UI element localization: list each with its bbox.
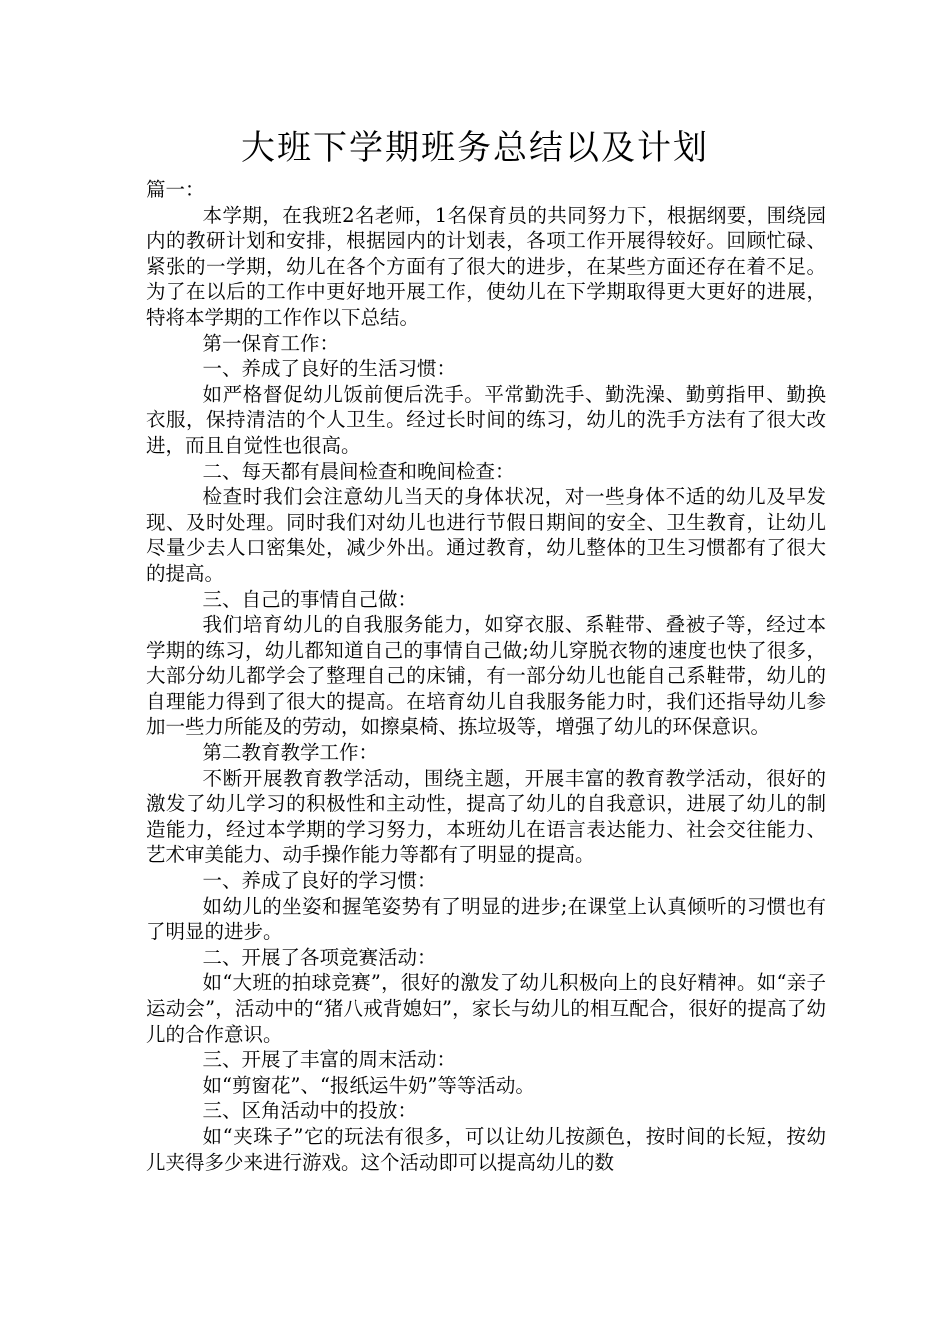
paragraph-weekend-activities: 如“剪窗花”、“报纸运牛奶”等等活动。 [202,1073,535,1097]
subheading-competitions: 二、开展了各项竞赛活动： [202,945,437,969]
paragraph-posture: 如幼儿的坐姿和握笔姿势有了明显的进步;在课堂上认真倾听的习惯也有了明显的进步。 [146,894,826,944]
section-label: 篇一： [146,178,205,201]
paragraph-bead-game: 如“夹珠子”它的玩法有很多，可以让幼儿按颜色，按时间的长短，按幼儿夹得多少来进行游戏。这个活动即可以提高幼儿的数 [146,1124,826,1174]
subheading-weekend-activities: 三、开展了丰富的周末活动： [202,1048,457,1072]
subheading-area-activities: 三、区角活动中的投放： [202,1099,418,1123]
paragraph-self-service: 我们培育幼儿的自我服务能力，如穿衣服、系鞋带、叠被子等，经过本学期的练习，幼儿都知道自己的事情自己做;幼儿穿脱衣物的速度也快了很多，大部分幼儿都学会了整理自己的床铺，有一部分幼儿也能自己系鞋带，幼儿的自理能力得到了很大的提高。在培育幼儿自我服务能力时，我们还指导幼儿参加一些力所能及的劳动，如擦桌椅、拣垃圾等，增强了幼儿的环保意识。 [146,613,826,739]
paragraph-teaching-activities: 不断开展教育教学活动，围绕主题，开展丰富的教育教学活动，很好的激发了幼儿学习的积极性和主动性，提高了幼儿的自我意识，进展了幼儿的制造能力，经过本学期的学习努力，本班幼儿在语言表达能力、社会交往能力、艺术审美能力、动手操作能力等都有了明显的提高。 [146,766,826,867]
subheading-self-reliance: 三、自己的事情自己做： [202,587,418,611]
paragraph-intro: 本学期，在我班2名老师，1名保育员的共同努力下，根据纲要，围绕园内的教研计划和安排，根据园内的计划表，各项工作开展得较好。回顾忙碌、紧张的一学期，幼儿在各个方面有了很大的进步，在某些方面还存在着不足。为了在以后的工作中更好地开展工作，使幼儿在下学期取得更大更好的进展，特将本学期的工作作以下总结。 [146,203,826,329]
heading-care-work: 第一保育工作： [202,331,340,355]
document-body [146,177,826,1175]
paragraph-handwashing: 如严格督促幼儿饭前便后洗手。平常勤洗手、勤洗澡、勤剪指甲、勤换衣服，保持清洁的个人卫生。经过长时间的练习，幼儿的洗手方法有了很大改进，而且自觉性也很高。 [146,382,826,457]
paragraph-health-check: 检查时我们会注意幼儿当天的身体状况，对一些身体不适的幼儿及早发现、及时处理。同时我们对幼儿也进行节假日期间的安全、卫生教育，让幼儿尽量少去人口密集处，减少外出。通过教育，幼儿整体的卫生习惯都有了很大的提高。 [146,485,826,585]
subheading-health-check: 二、每天都有晨间检查和晚间检查： [202,459,515,483]
heading-teaching-work: 第二教育教学工作： [202,741,379,765]
paragraph-competitions: 如“大班的拍球竞赛”，很好的激发了幼儿积极向上的良好精神。如“亲子运动会”，活动中的“猪八戒背媳妇”，家长与幼儿的相互配合，很好的提高了幼儿的合作意识。 [146,971,826,1046]
subheading-living-habits: 一、养成了良好的生活习惯： [202,357,457,381]
subheading-study-habits: 一、养成了良好的学习惯： [202,869,437,893]
document-title: 大班下学期班务总结以及计划 [241,128,709,168]
